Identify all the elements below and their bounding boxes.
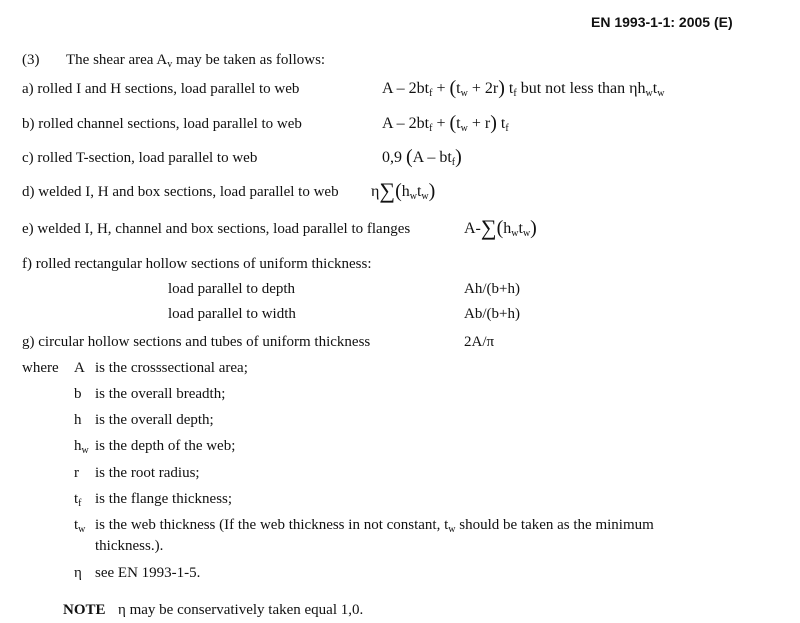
item-f-width-label: load parallel to width [168, 306, 296, 322]
def-description: is the crosssectional area; [95, 360, 248, 376]
def-description: is the overall breadth; [95, 386, 226, 402]
def-description: is the flange thickness; [95, 491, 233, 507]
def-description: is the depth of the web; [95, 438, 236, 454]
def-symbol: r [74, 465, 79, 481]
item-g-label: g) circular hollow sections and tubes of uniform thickness [22, 334, 371, 350]
def-description: is the root radius; [95, 465, 200, 481]
item-f-depth-label: load parallel to depth [168, 281, 296, 297]
item-c-label: c) rolled T-section, load parallel to web [22, 150, 258, 166]
def-description: is the overall depth; [95, 412, 214, 428]
def-symbol: $t_f$ [74, 491, 82, 509]
item-d-label: d) welded I, H and box sections, load parallel to web [22, 184, 339, 200]
def-description: see EN 1993-1-5. [95, 565, 201, 581]
item-g-formula: 2A/π [464, 334, 495, 350]
item-f-width-formula: Ab/(b+h) [464, 306, 520, 322]
def-symbol: $h_w$ [74, 438, 89, 456]
note-text: η may be conservatively taken equal 1,0. [118, 602, 364, 618]
def-symbol: η [74, 565, 82, 581]
item-e-formula: $A-\sum(h_wt_w)$ [464, 215, 537, 240]
where-word: where [22, 360, 59, 376]
def-symbol: A [74, 360, 85, 376]
item-a-label: a) rolled I and H sections, load parallel to web [22, 81, 300, 97]
item-a-formula: $A - 2bt_f + (t_w + 2r)$ $t_f$ but not less than $\eta h_wt_w$ [382, 77, 665, 99]
def-description-continued: thickness.). [95, 538, 164, 554]
item-b-label: b) rolled channel sections, load parallel to web [22, 116, 302, 132]
item-f-depth-formula: Ah/(b+h) [464, 281, 520, 297]
item-b-formula: $A - 2bt_f + (t_w + r)$ $t_f$ [382, 112, 509, 134]
item-e-label: e) welded I, H, channel and box sections, load parallel to flanges [22, 221, 411, 237]
item-c-formula: 0,9 $(A - bt_f)$ [382, 146, 462, 168]
def-symbol: b [74, 386, 82, 402]
note-label: NOTE [63, 602, 106, 618]
def-symbol: $t_w$ [74, 517, 86, 535]
standard-reference: EN 1993-1-1: 2005 (E) [591, 14, 733, 30]
def-description: is the web thickness (If the web thickness in not constant, $t_w$ should be taken as the minimum [95, 517, 654, 535]
item-f-label: f) rolled rectangular hollow sections of uniform thickness: [22, 256, 372, 272]
clause-number: (3) [22, 52, 40, 68]
def-symbol: h [74, 412, 82, 428]
clause-intro: The shear area $A_v$ may be taken as follows: [66, 52, 326, 70]
item-d-formula: $\eta\sum(h_wt_w)$ [371, 178, 436, 203]
